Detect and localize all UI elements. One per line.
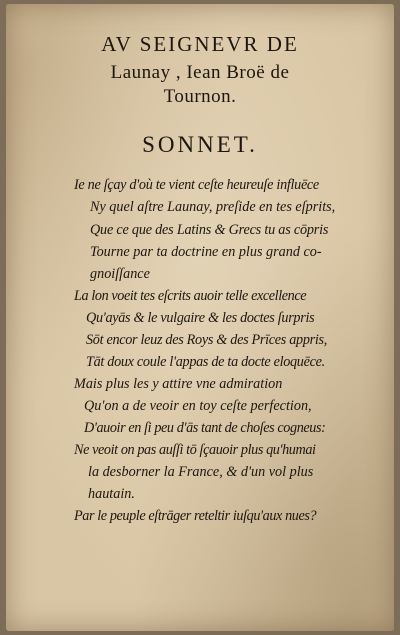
verse-line: gnoiſſance	[90, 266, 150, 282]
verse-line: La lon voeit tes eſcrits auoir telle excellence	[74, 288, 307, 304]
verse-line: Tourne par ta doctrine en plus grand co-	[90, 244, 322, 260]
verse-line: Ny quel aſtre Launay, preſide en tes eſprits,	[90, 199, 336, 215]
verse-line: D'auoir en ſi peu d'ās tant de choſes cogneus:	[84, 420, 326, 436]
verse-line: Tāt doux coule l'appas de ta docte eloquēce.	[86, 354, 325, 370]
dedication-line-2: Launay , Iean Broë de	[110, 62, 290, 83]
dedication-line-3: Tournon.	[163, 86, 237, 107]
verse-line: Qu'ayās & le vulgaire & les doctes ſurpris	[86, 310, 315, 326]
verse-line: Qu'on a de veoir en toy ceſte perfection,	[84, 398, 312, 414]
verse-line: Ie ne ſçay d'où te vient ceſte heureuſe influēce	[74, 177, 319, 193]
verse-line: Ne veoit on pas auſſi tō ſçauoir plus qu'humai	[74, 442, 316, 458]
verse-line: Mais plus les y attire vne admiration	[74, 376, 283, 392]
verse-line: Sōt encor leuz des Roys & des Prīces appris,	[86, 332, 327, 348]
verse-line: Que ce que des Latins & Grecs tu as cōpris	[90, 222, 329, 238]
verse-line: Par le peuple eſtrāger reteltir iuſqu'aux nues?	[74, 508, 317, 524]
verse-line: hautain.	[88, 486, 135, 502]
book-page	[6, 4, 394, 631]
dedication-line-1: AV SEIGNEVR DE	[101, 32, 299, 56]
verse-line: la desborner la France, & d'un vol plus	[88, 464, 314, 480]
poem-title: SONNET.	[142, 132, 258, 157]
